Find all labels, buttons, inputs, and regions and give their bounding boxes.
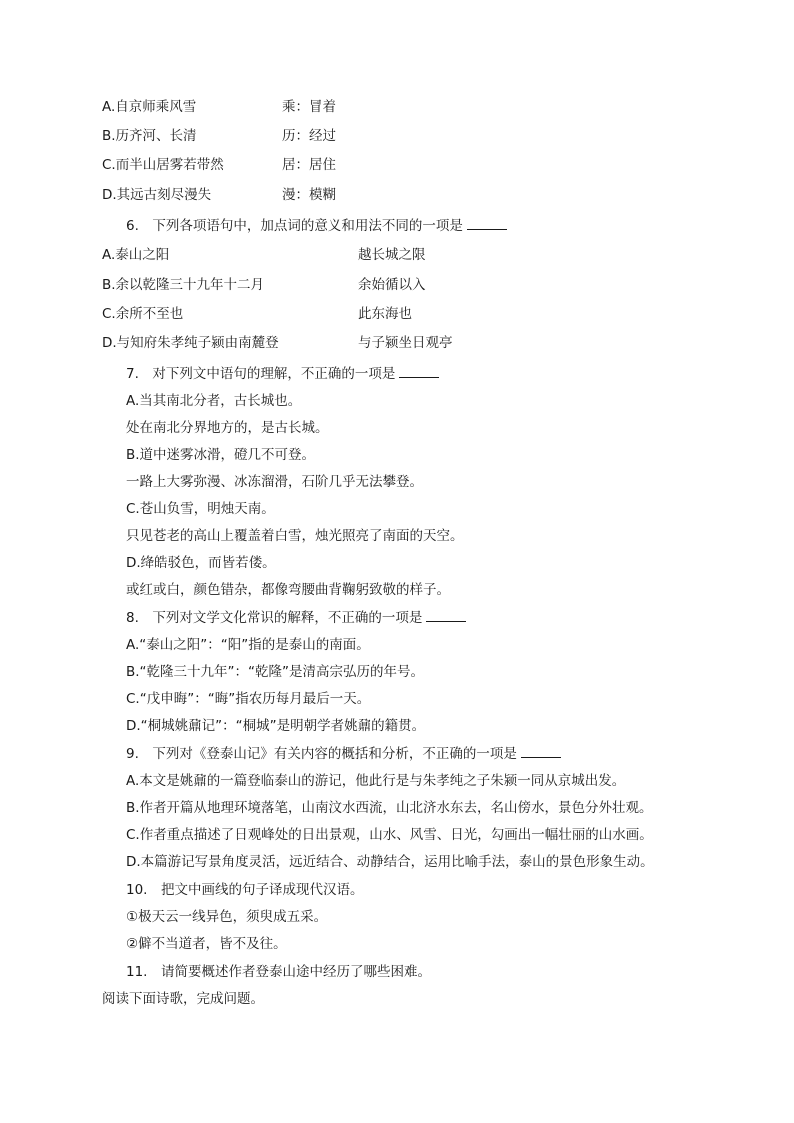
q6-option-c: C.余所不至也	[102, 306, 184, 322]
q8-stem	[126, 609, 466, 627]
q8-line: D.“桐城姚鼐记”：“桐城”是明朝学者姚鼐的籍贯。	[126, 718, 426, 734]
q7-line: 或红或白，颜色错杂，都像弯腰曲背鞠躬致敬的样子。	[126, 582, 450, 598]
q5-option-a-gloss: 乘：冒着	[282, 99, 336, 115]
q5-option-c: C.而半山居雾若带然	[102, 157, 224, 173]
q11-stem: 11. 请简要概述作者登泰山途中经历了哪些困难。	[126, 964, 431, 980]
answer-blank	[467, 217, 507, 230]
poetry-section-intro: 阅读下面诗歌，完成问题。	[102, 991, 264, 1007]
q7-line: D.绛皓驳色，而皆若偻。	[126, 555, 276, 571]
q7-line: 处在南北分界地方的，是古长城。	[126, 420, 329, 436]
q5-option-c-gloss: 居：居住	[282, 157, 336, 173]
q6-option-d: D.与知府朱孝纯子颍由南麓登	[102, 335, 279, 351]
q8-line: B.“乾隆三十九年”：“乾隆”是清高宗弘历的年号。	[126, 664, 425, 680]
q7-stem	[126, 365, 439, 383]
q9-line: B.作者开篇从地理环境落笔，山南汶水西流，山北济水东去，名山傍水，景色分外壮观。	[126, 800, 653, 816]
q7-line: 一路上大雾弥漫、冰冻溜滑，石阶几乎无法攀登。	[126, 474, 423, 490]
q9-stem	[126, 745, 561, 763]
q5-option-b-gloss: 历：经过	[282, 128, 336, 144]
q6-option-a-compare: 越长城之限	[358, 247, 426, 263]
q5-option-b: B.历齐河、长清	[102, 128, 197, 144]
q6-option-b-compare: 余始循以入	[358, 277, 426, 293]
q9-line: C.作者重点描述了日观峰处的日出景观，山水、风雪、日光，勾画出一幅壮丽的山水画。	[126, 827, 653, 843]
q8-stem-text: 8. 下列对文学文化常识的解释，不正确的一项是	[126, 610, 423, 626]
q8-line: A.“泰山之阳”：“阳”指的是泰山的南面。	[126, 637, 370, 653]
q8-line: C.“戊申晦”：“晦”指农历每月最后一天。	[126, 691, 371, 707]
q10-stem: 10. 把文中画线的句子译成现代汉语。	[126, 882, 364, 898]
q6-option-d-compare: 与子颍坐日观亭	[358, 335, 453, 351]
q6-stem-text: 6. 下列各项语句中，加点词的意义和用法不同的一项是	[126, 218, 463, 234]
q9-line: D.本篇游记写景角度灵活，远近结合、动静结合，运用比喻手法，泰山的景色形象生动。	[126, 854, 654, 870]
q7-line: C.苍山负雪，明烛天南。	[126, 501, 275, 517]
q5-option-d: D.其远古刻尽漫失	[102, 187, 212, 203]
q6-stem	[126, 217, 507, 235]
q7-line: B.道中迷雾冰滑，磴几不可登。	[126, 447, 316, 463]
answer-blank	[426, 609, 466, 622]
q10-line: ①极天云一线异色，须臾成五采。	[126, 909, 328, 925]
answer-blank	[521, 745, 561, 758]
q7-line: A.当其南北分者，古长城也。	[126, 393, 302, 409]
q9-line: A.本文是姚鼐的一篇登临泰山的游记，他此行是与朱孝纯之子朱颍一同从京城出发。	[126, 773, 626, 789]
q10-line: ②僻不当道者，皆不及往。	[126, 936, 287, 952]
q6-option-a: A.泰山之阳	[102, 247, 170, 263]
answer-blank	[399, 365, 439, 378]
q7-stem-text: 7. 对下列文中语句的理解，不正确的一项是	[126, 366, 396, 382]
q6-option-b: B.余以乾隆三十九年十二月	[102, 277, 265, 293]
q5-option-a: A.自京师乘风雪	[102, 99, 197, 115]
q9-stem-text: 9. 下列对《登泰山记》有关内容的概括和分析，不正确的一项是	[126, 746, 517, 762]
q6-option-c-compare: 此东海也	[358, 306, 412, 322]
q7-line: 只见苍老的高山上覆盖着白雪，烛光照亮了南面的天空。	[126, 528, 464, 544]
q5-option-d-gloss: 漫：模糊	[282, 187, 336, 203]
